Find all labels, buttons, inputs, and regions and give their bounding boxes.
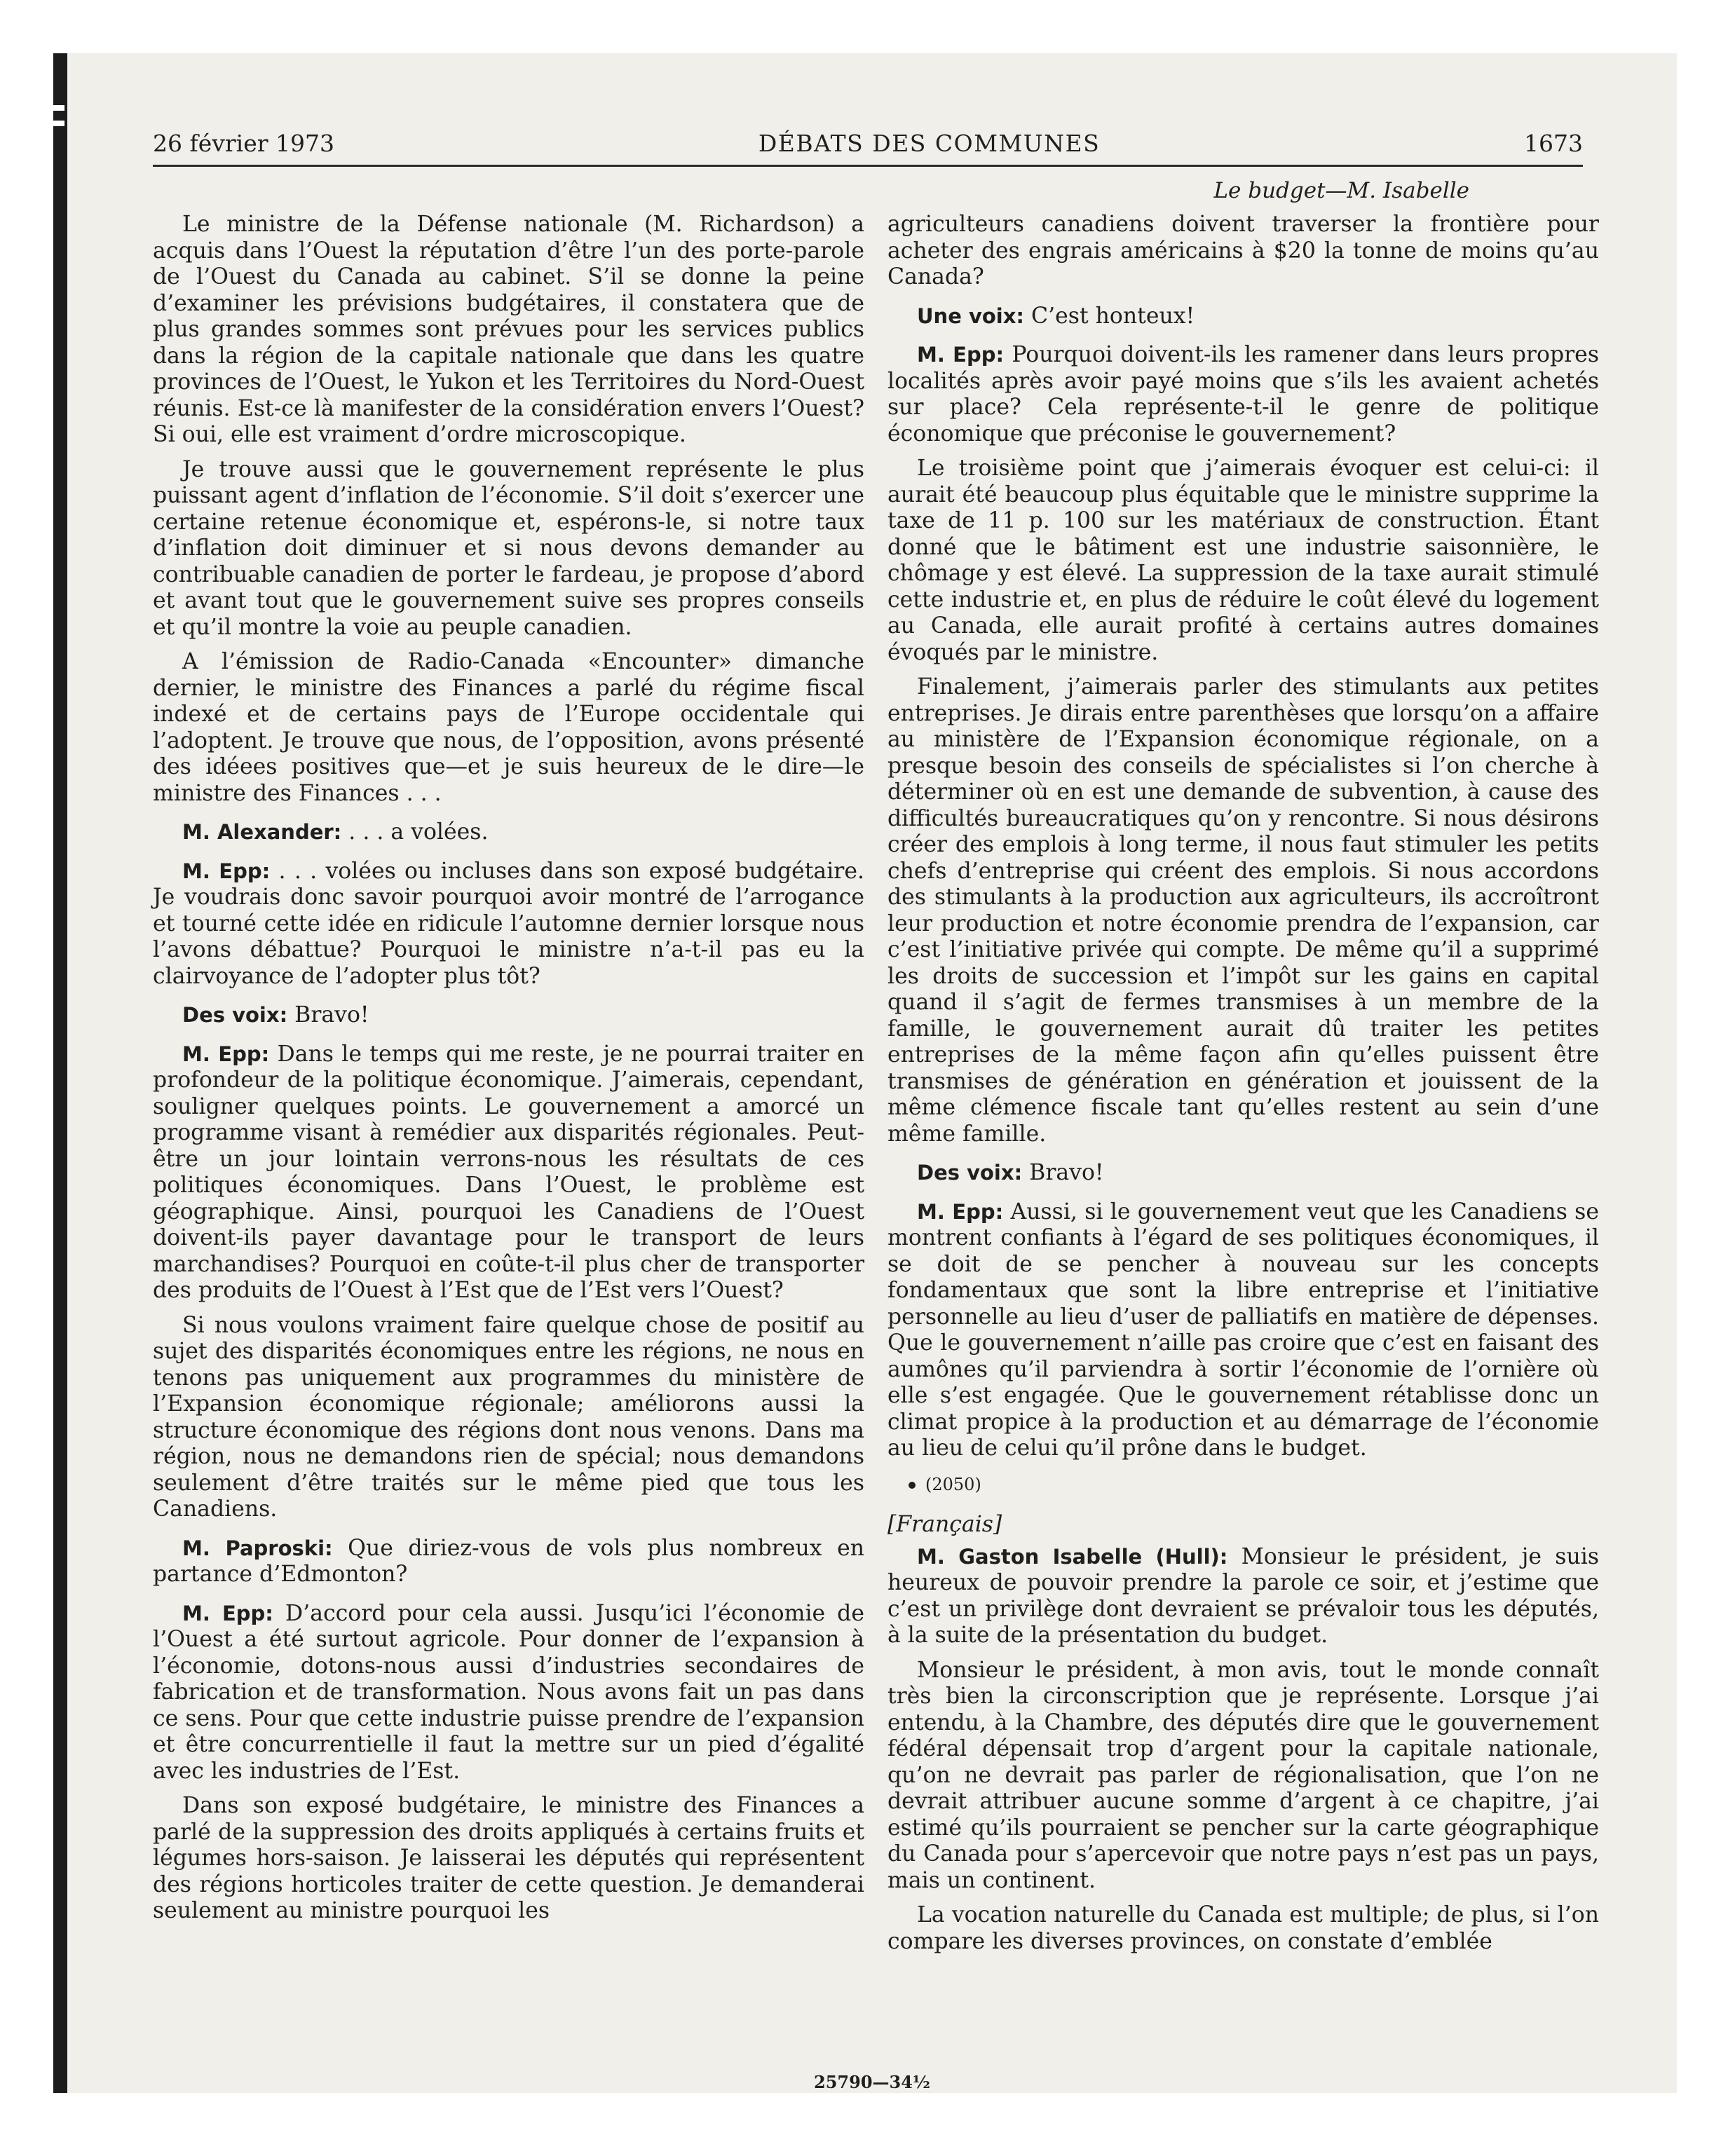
running-head: Le budget—M. Isabelle [1213, 178, 1469, 203]
speaker-name: Des voix: [917, 1161, 1023, 1185]
speaker-name: M. Alexander: [182, 820, 342, 844]
speech-text: Dans le temps qui me reste, je ne pourrai traiter en profondeur de la politique économique. J’aimerais, cependant, souligner quelques points. Le gouvernement a amorcé un programme visant à remédier aux disparités régionales. Peut-être un jour lointain verrons-nous les résultats de ces politiques économiques. Dans l’Ouest, le problème est géographique. Ainsi, pourquoi les Canadiens de l’Ouest doivent-ils payer davantage pour le transport de leurs marchandises? Pourquoi en coûte-t-il plus cher de transporter des produits de l’Ouest à l’Est que de l’Est vers l’Ouest? [153, 1041, 864, 1303]
bullet-dot-icon [909, 1482, 916, 1489]
paragraph: Dans son exposé budgétaire, le ministre des Finances a parlé de la suppression des droits appliqués à certains fruits et légumes hors-saison. Je laisserai les députés qui représentent des régions horticoles traiter de cette question. Je demanderai seulement au ministre pourquoi les [153, 1793, 864, 1923]
right-column [887, 212, 1599, 1963]
speaker-name: M. Epp: [917, 343, 1005, 367]
page-footer: 25790—34½ [814, 2072, 930, 2092]
paragraph: Le troisième point que j’aimerais évoquer est celui-ci: il aurait été beaucoup plus équitable que le ministre supprime la taxe de 11 p. 100 sur les matériaux de construction. Étant donné que le bâtiment est une industrie saisonnière, le chômage y est élevé. La suppression de la taxe aurait stimulé cette industrie et, en plus de réduire le coût élevé du logement au Canada, elle aurait profité à certains autres domaines évoqués par le ministre. [887, 456, 1599, 665]
scan-edge-strip [53, 53, 67, 2093]
document-page [67, 53, 1677, 2093]
paragraph: Monsieur le président, à mon avis, tout le monde connaît très bien la circonscription que je représente. Lorsque j’ai entendu, à la Chambre, des députés dire que le gouvernement fédéral dépensait trop d’argent pour la capitale nationale, qu’on ne devrait pas parler de régionalisation, que l’on ne devrait attribuer aucune somme d’argent à ce chapitre, j’ai estimé qu’ils pourraient se pencher sur la carte géographique du Canada pour s’apercevoir que notre pays n’est pas un pays, mais un continent. [887, 1657, 1599, 1893]
speaker-name: M. Gaston Isabelle (Hull): [917, 1544, 1228, 1569]
scan-edge-notch [53, 121, 64, 126]
speech-text: Que diriez-vous de vols plus nombreux en partance d’Edmonton? [153, 1535, 864, 1587]
page-header [153, 126, 1583, 161]
paragraph: agriculteurs canadiens doivent traverser la frontière pour acheter des engrais américains à $20 la tonne de moins qu’au Canada? [887, 212, 1599, 289]
paragraph: Le ministre de la Défense nationale (M. Richardson) a acquis dans l’Ouest la réputation d’être l’un des porte-parole de l’Ouest du Canada au cabinet. S’il se donne la peine d’examiner les prévisions budgétaires, il constatera que de plus grandes sommes sont prévues pour les services publics dans la région de la capitale nationale que dans les quatre provinces de l’Ouest, le Yukon et les Territoires du Nord-Ouest réunis. Est-ce là manifester de la considération envers l’Ouest? Si oui, elle est vraiment d’ordre microscopique. [153, 212, 864, 447]
speech-paragraph [887, 342, 1599, 447]
speaker-name: M. Epp: [182, 859, 271, 883]
header-title: DÉBATS DES COMMUNES [758, 130, 1101, 157]
speech-paragraph [153, 819, 864, 846]
paragraph: Finalement, j’aimerais parler des stimulants aux petites entreprises. Je dirais entre parenthèses que lorsqu’on a affaire au ministère de l’Expansion économique régionale, on a presque besoin des conseils de spécialistes si l’on cherche à déterminer où en est une demande de subvention, à cause des difficultés bureaucratiques qu’on y rencontre. Si nous désirons créer des emplois à long terme, il nous faut stimuler les petits chefs d’entreprise qui créent des emplois. Si nous accordons des stimulants à la production aux agriculteurs, ils accroîtront leur production et notre économie prendra de l’expansion, car c’est l’initiative privée qui compte. De même qu’il a supprimé les droits de succession et l’impôt sur les gains en capital quand il s’agit de fermes transmises à un membre de la famille, le gouvernement aurait dû traiter les petites entreprises de la même façon afin qu’elles puissent être transmises de génération en génération et jouissent de la même clémence fiscale tant qu’elles restent au sein d’une même famille. [887, 674, 1599, 1147]
speech-paragraph [887, 1160, 1599, 1187]
header-page-number: 1673 [1524, 130, 1583, 157]
paragraph: Je trouve aussi que le gouvernement représente le plus puissant agent d’inflation de l’économie. S’il doit s’exercer une certaine retenue économique et, espérons-le, si notre taux d’inflation doit diminuer et si nous devons demander au contribuable canadien de porter le fardeau, je propose d’abord et avant tout que le gouvernement suive ses propres conseils et qu’il montre la voie au peuple canadien. [153, 456, 864, 640]
paragraph: Si nous voulons vraiment faire quelque chose de positif au sujet des disparités économiques entre les régions, ne nous en tenons pas uniquement aux programmes du ministère de l’Expansion économique régionale; améliorons aussi la structure économique des régions dont nous venons. Dans ma région, nous ne demandons rien de spécial; nous demandons seulement d’être traités sur le même pied que tous les Canadiens. [153, 1312, 864, 1522]
speech-text: Bravo! [1022, 1160, 1104, 1185]
speech-paragraph [153, 1042, 864, 1304]
paragraph: La vocation naturelle du Canada est multiple; de plus, si l’on compare les diverses provinces, on constate d’emblée [887, 1902, 1599, 1954]
speech-text: C’est honteux! [1024, 303, 1195, 329]
header-rule [153, 165, 1583, 167]
speech-text: Aussi, si le gouvernement veut que les Canadiens se montrent confiants à l’égard de ses politiques économiques, il se doit de se pencher à nouveau sur les concepts fondamentaux que sont la libre entreprise et l’initiative personnelle au lieu d’user de palliatifs en matière de dépenses. Que le gouvernement n’aille pas croire que c’est en faisant des aumônes qu’il parviendra à sortir l’économie de l’ornière où elle s’est engagée. Que le gouvernement rétablisse donc un climat propice à la production et au démarrage de l’économie au lieu de celui qu’il prône dans le budget. [887, 1199, 1599, 1461]
speaker-name: M. Epp: [917, 1199, 1004, 1224]
speaker-name: M. Paproski: [182, 1536, 333, 1560]
speech-paragraph [887, 303, 1599, 330]
speaker-name: M. Epp: [182, 1601, 273, 1625]
time-marker [909, 1472, 1599, 1499]
speech-paragraph [887, 1199, 1599, 1462]
header-date: 26 février 1973 [153, 130, 334, 157]
language-note: [Français] [887, 1512, 1002, 1537]
speech-text: D’accord pour cela aussi. Jusqu’ici l’économie de l’Ouest a été surtout agricole. Pour donner de l’expansion à l’économie, dotons-nous aussi d’industries secondaires de fabrication et de transformation. Nous avons fait un pas dans ce sens. Pour que cette industrie puisse prendre de l’expansion et être concurrentielle il faut la mettre sur un pied d’égalité avec les industries de l’Est. [153, 1600, 864, 1784]
speaker-name: Des voix: [182, 1003, 288, 1027]
left-column [153, 212, 864, 1933]
speech-paragraph [153, 1002, 864, 1029]
speech-text: . . . volées ou incluses dans son exposé budgétaire. Je voudrais donc savoir pourquoi avoir montré de l’arrogance et tourné cette idée en ridicule l’automne dernier lorsque nous l’avons débattue? Pourquoi le ministre n’a-t-il pas eu la clairvoyance de l’adopter plus tôt? [153, 858, 864, 989]
paragraph: A l’émission de Radio-Canada «Encounter» dimanche dernier, le ministre des Finances a parlé du régime fiscal indexé et de certains pays de l’Europe occidentale qui l’adoptent. Je trouve que nous, de l’opposition, avons présenté des idéees positives que—et je suis heureux de le dire—le ministre des Finances . . . [153, 649, 864, 806]
speech-text: Pourquoi doivent-ils les ramener dans leurs propres localités après avoir payé moins que s’ils les avaient achetés sur place? Cela représente-t-il le genre de politique économique que préconise le gouvernement? [887, 342, 1599, 446]
speaker-name: Une voix: [917, 303, 1025, 328]
speech-paragraph [153, 1536, 864, 1588]
scan-edge-notch [53, 105, 64, 111]
time-marker-text: (2050) [925, 1474, 981, 1494]
speech-paragraph [153, 859, 864, 990]
speaker-name: M. Epp: [182, 1042, 270, 1066]
speech-text: Bravo! [287, 1002, 369, 1028]
speech-paragraph [887, 1544, 1599, 1649]
speech-paragraph [153, 1601, 864, 1785]
speech-text: . . . a volées. [341, 819, 489, 845]
speech-text: Monsieur le président, je suis heureux de pouvoir prendre la parole ce soir, et j’estime que c’est un privilège dont devraient se prévaloir tous les députés, à la suite de la présentation du budget. [887, 1543, 1600, 1648]
